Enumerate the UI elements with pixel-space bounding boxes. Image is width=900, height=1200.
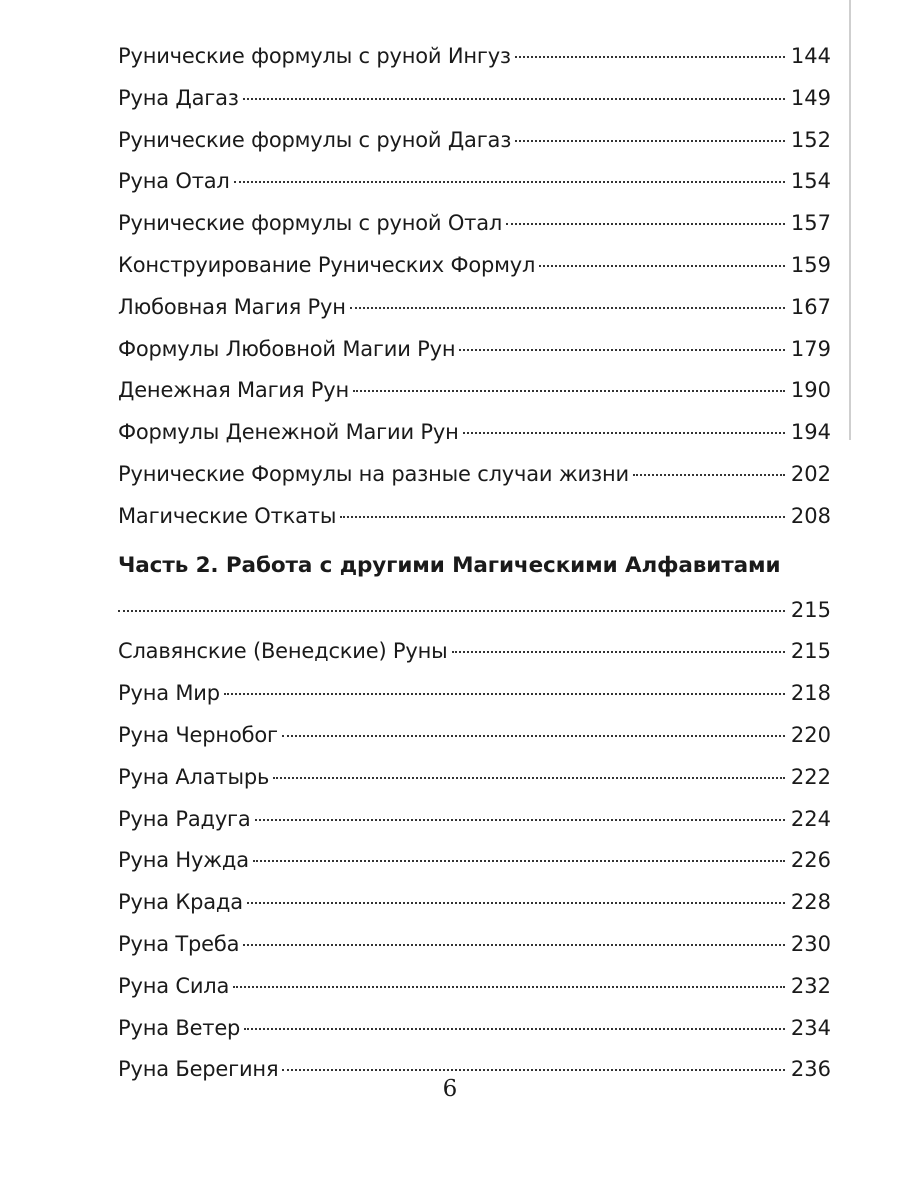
toc-entry-title: Любовная Магия Рун — [118, 294, 346, 319]
toc-entry — [118, 287, 831, 329]
toc-entry — [118, 36, 831, 78]
toc-entry-title: Руна Чернобог — [118, 722, 278, 747]
toc-entry — [118, 840, 831, 882]
toc-leader — [234, 181, 785, 183]
toc-entry — [118, 245, 831, 287]
toc-entry-page: 179 — [790, 336, 831, 361]
toc-entry — [118, 454, 831, 496]
toc-leader — [350, 307, 785, 309]
toc-entry — [118, 882, 831, 924]
page-edge-line — [849, 0, 851, 440]
toc-entry — [118, 757, 831, 799]
toc-entry-page: 208 — [790, 503, 831, 528]
toc-entry-page: 228 — [790, 890, 831, 915]
toc-entries-part-1 — [118, 36, 831, 538]
toc-entry-title: Руна Радуга — [118, 806, 251, 831]
toc-entry-page: 232 — [790, 973, 831, 998]
toc-entry-title: Магические Откаты — [118, 503, 337, 528]
toc-entry-title: Руна Крада — [118, 890, 243, 915]
toc-entry — [118, 924, 831, 966]
toc-leader — [273, 777, 785, 779]
toc-leader — [243, 944, 785, 946]
page-number: 6 — [442, 1076, 458, 1102]
toc-leader — [247, 902, 785, 904]
toc-entry-title: Денежная Магия Рун — [118, 378, 349, 403]
section-heading-page: 215 — [790, 597, 831, 622]
toc-leader — [224, 693, 785, 695]
toc-entry-title: Руна Мир — [118, 681, 220, 706]
toc-entry-page: 144 — [790, 44, 831, 68]
toc-entry-title: Рунические формулы с руной Дагаз — [118, 127, 512, 152]
toc-entry-title: Рунические Формулы на разные случаи жизни — [118, 461, 629, 486]
toc-entry-page: 154 — [790, 169, 831, 194]
toc-entry — [118, 1008, 831, 1050]
toc-entry-page: 234 — [790, 1015, 831, 1040]
toc-entry-page: 167 — [790, 294, 831, 319]
toc-entry — [118, 966, 831, 1008]
toc-entry — [118, 496, 831, 538]
toc-entry — [118, 120, 831, 162]
toc-entry-page: 222 — [790, 764, 831, 789]
toc-entry-page: 218 — [790, 681, 831, 706]
toc-entry — [118, 799, 831, 841]
toc-leader — [243, 98, 785, 100]
toc-leader — [253, 860, 785, 862]
toc-leader — [506, 223, 785, 225]
toc-entry-title: Формулы Денежной Магии Рун — [118, 420, 459, 445]
toc-entry-page: 190 — [790, 378, 831, 403]
toc-entry — [118, 412, 831, 454]
toc-entry-page: 230 — [790, 931, 831, 956]
toc-entry-title: Руна Отал — [118, 169, 230, 194]
toc-leader — [353, 390, 785, 392]
toc-leader — [255, 819, 785, 821]
toc-entry-page: 215 — [790, 639, 831, 664]
toc-entry-page: 159 — [790, 252, 831, 277]
section-heading-page-row — [118, 590, 831, 632]
toc-entry-page: 194 — [790, 420, 831, 445]
toc-leader — [463, 432, 785, 434]
toc-leader — [282, 735, 785, 737]
toc-leader — [515, 56, 785, 58]
toc-leader — [244, 1028, 785, 1030]
toc-entry-title: Руна Дагаз — [118, 85, 239, 110]
toc-leader — [118, 610, 785, 612]
toc-entry-title: Конструирование Рунических Формул — [118, 252, 536, 277]
toc-entry-title: Формулы Любовной Магии Рун — [118, 336, 456, 361]
toc-entry-title: Руна Алатырь — [118, 764, 270, 789]
toc-leader — [282, 1069, 785, 1071]
toc-entry-title: Рунические формулы с руной Отал — [118, 211, 503, 236]
toc-entry-title: Руна Треба — [118, 931, 240, 956]
toc-entry-page: 236 — [790, 1057, 831, 1082]
toc-entry — [118, 673, 831, 715]
table-of-contents — [118, 36, 831, 1091]
toc-leader — [459, 349, 785, 351]
toc-entry — [118, 203, 831, 245]
toc-leader — [233, 986, 785, 988]
toc-leader — [452, 651, 785, 653]
toc-entry-title: Руна Берегиня — [118, 1057, 279, 1082]
toc-entry — [118, 161, 831, 203]
toc-entry-page: 226 — [790, 848, 831, 873]
toc-entry — [118, 715, 831, 757]
toc-entry-title: Руна Нужда — [118, 848, 249, 873]
toc-entry-page: 220 — [790, 722, 831, 747]
section-heading — [118, 542, 831, 590]
toc-entry-page: 157 — [790, 211, 831, 236]
toc-entry — [118, 329, 831, 371]
toc-entry — [118, 631, 831, 673]
toc-entry-title: Руна Ветер — [118, 1015, 241, 1040]
toc-entry-title: Славянские (Венедские) Руны — [118, 639, 448, 664]
toc-entry — [118, 78, 831, 120]
toc-entry-title: Рунические формулы с руной Ингуз — [118, 44, 511, 68]
toc-entry-page: 202 — [790, 461, 831, 486]
toc-entries-part-2 — [118, 631, 831, 1091]
toc-entry — [118, 370, 831, 412]
toc-leader — [539, 265, 785, 267]
section-heading-title: Часть 2. Работа с другими Магическими Алфавитами — [118, 552, 781, 578]
toc-leader — [340, 516, 785, 518]
toc-entry-page: 149 — [790, 85, 831, 110]
toc-leader — [633, 474, 785, 476]
toc-entry-page: 224 — [790, 806, 831, 831]
toc-entry-title: Руна Сила — [118, 973, 230, 998]
toc-leader — [515, 140, 785, 142]
toc-entry-page: 152 — [790, 127, 831, 152]
